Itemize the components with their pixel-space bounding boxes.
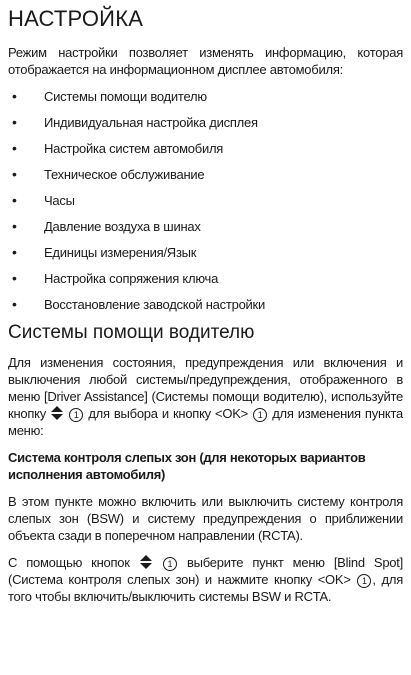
up-down-arrows-icon — [50, 406, 64, 420]
bsw-paragraph: В этом пункте можно включить или выключить систему контроля слепых зон (BSW) и систему предупреждения о приближении объекта сзади в поперечном направлении (RCTA). — [8, 494, 403, 543]
subsection-heading: Система контроля слепых зон (для некоторых вариантов исполнения автомобиля) — [8, 450, 366, 482]
bsw-instruction-paragraph — [8, 554, 403, 605]
text-fragment: , для того чтобы включить/выключить системы BSW и RCTA. — [8, 572, 403, 604]
list-item: • Настройка сопряжения ключа — [8, 270, 403, 287]
list-item: • Системы помощи водителю — [8, 88, 403, 105]
text-fragment: С помощью кнопок — [8, 555, 130, 570]
text-fragment: выберите пункт меню [Blind Spot] (Система контроля слепых зон) и нажмите кнопку <OK> — [8, 555, 404, 587]
circled-one-icon: 1 — [163, 557, 177, 571]
list-item: • Восстановление заводской настройки — [8, 296, 403, 313]
driver-assist-paragraph — [8, 354, 403, 439]
text-fragment: для изменения пункта меню: — [8, 406, 403, 438]
list-item: • Настройка систем автомобиля — [8, 140, 403, 157]
text-fragment: для выбора и кнопку <OK> — [88, 406, 248, 421]
settings-menu-list — [8, 88, 403, 313]
circled-one-icon: 1 — [69, 408, 83, 422]
page-title: НАСТРОЙКА — [8, 6, 144, 31]
list-item: • Индивидуальная настройка дисплея — [8, 114, 403, 131]
list-item: • Давление воздуха в шинах — [8, 218, 403, 235]
intro-paragraph: Режим настройки позволяет изменять информацию, которая отображается на информационном дисплее автомобиля: — [8, 45, 403, 77]
up-down-arrows-icon — [139, 555, 153, 569]
list-item: • Единицы измерения/Язык — [8, 244, 403, 261]
section-heading: Системы помощи водителю — [8, 322, 255, 343]
list-item: • Часы — [8, 192, 403, 209]
text-fragment: Для изменения состояния, предупреждения или включения и выключения любой системы/предупреждения, отображенного в меню [Driver Assistance] (Системы помощи водителю), используйте кнопку — [8, 355, 403, 421]
list-item: • Техническое обслуживание — [8, 166, 403, 183]
circled-one-icon: 1 — [253, 408, 267, 422]
circled-one-icon: 1 — [357, 574, 371, 588]
